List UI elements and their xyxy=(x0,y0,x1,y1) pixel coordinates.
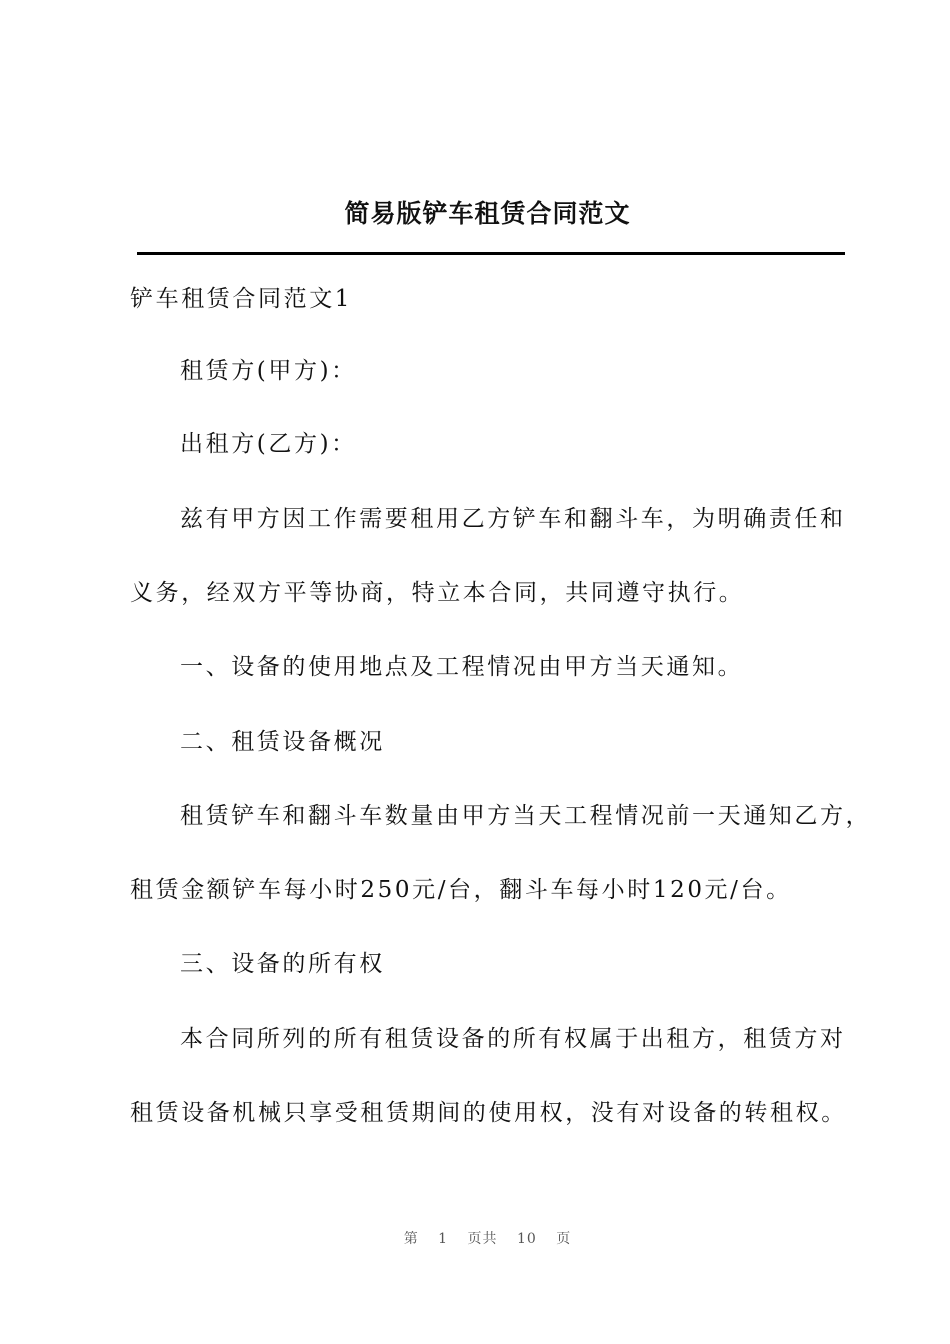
paragraph-line: 租赁铲车和翻斗车数量由甲方当天工程情况前一天通知乙方， xyxy=(180,803,872,829)
footer-prefix: 第 xyxy=(403,1231,419,1247)
page-footer xyxy=(0,1228,950,1248)
section-heading: 铲车租赁合同范文1 xyxy=(130,286,353,312)
clause-heading: 一、设备的使用地点及工程情况由甲方当天通知。 xyxy=(180,654,744,680)
footer-middle: 页共 xyxy=(467,1231,498,1247)
lessor-line: 出租方(乙方)： xyxy=(180,431,357,457)
clause-heading: 二、租赁设备概况 xyxy=(180,729,385,755)
paragraph-line: 租赁设备机械只享受租赁期间的使用权，没有对设备的转租权。 xyxy=(130,1100,847,1126)
lessee-line: 租赁方(甲方)： xyxy=(180,358,357,384)
title-divider xyxy=(137,252,845,255)
footer-suffix: 页 xyxy=(556,1231,572,1247)
paragraph-line: 本合同所列的所有租赁设备的所有权属于出租方，租赁方对 xyxy=(180,1026,846,1052)
footer-total-pages: 10 xyxy=(517,1231,537,1247)
paragraph-line: 义务，经双方平等协商，特立本合同，共同遵守执行。 xyxy=(130,580,745,606)
footer-current-page: 1 xyxy=(438,1231,449,1247)
clause-heading: 三、设备的所有权 xyxy=(180,951,385,977)
paragraph-line: 租赁金额铲车每小时250元/台，翻斗车每小时120元/台。 xyxy=(130,877,792,903)
paragraph-line: 兹有甲方因工作需要租用乙方铲车和翻斗车，为明确责任和 xyxy=(180,506,846,532)
document-title: 简易版铲车租赁合同范文 xyxy=(344,199,631,228)
